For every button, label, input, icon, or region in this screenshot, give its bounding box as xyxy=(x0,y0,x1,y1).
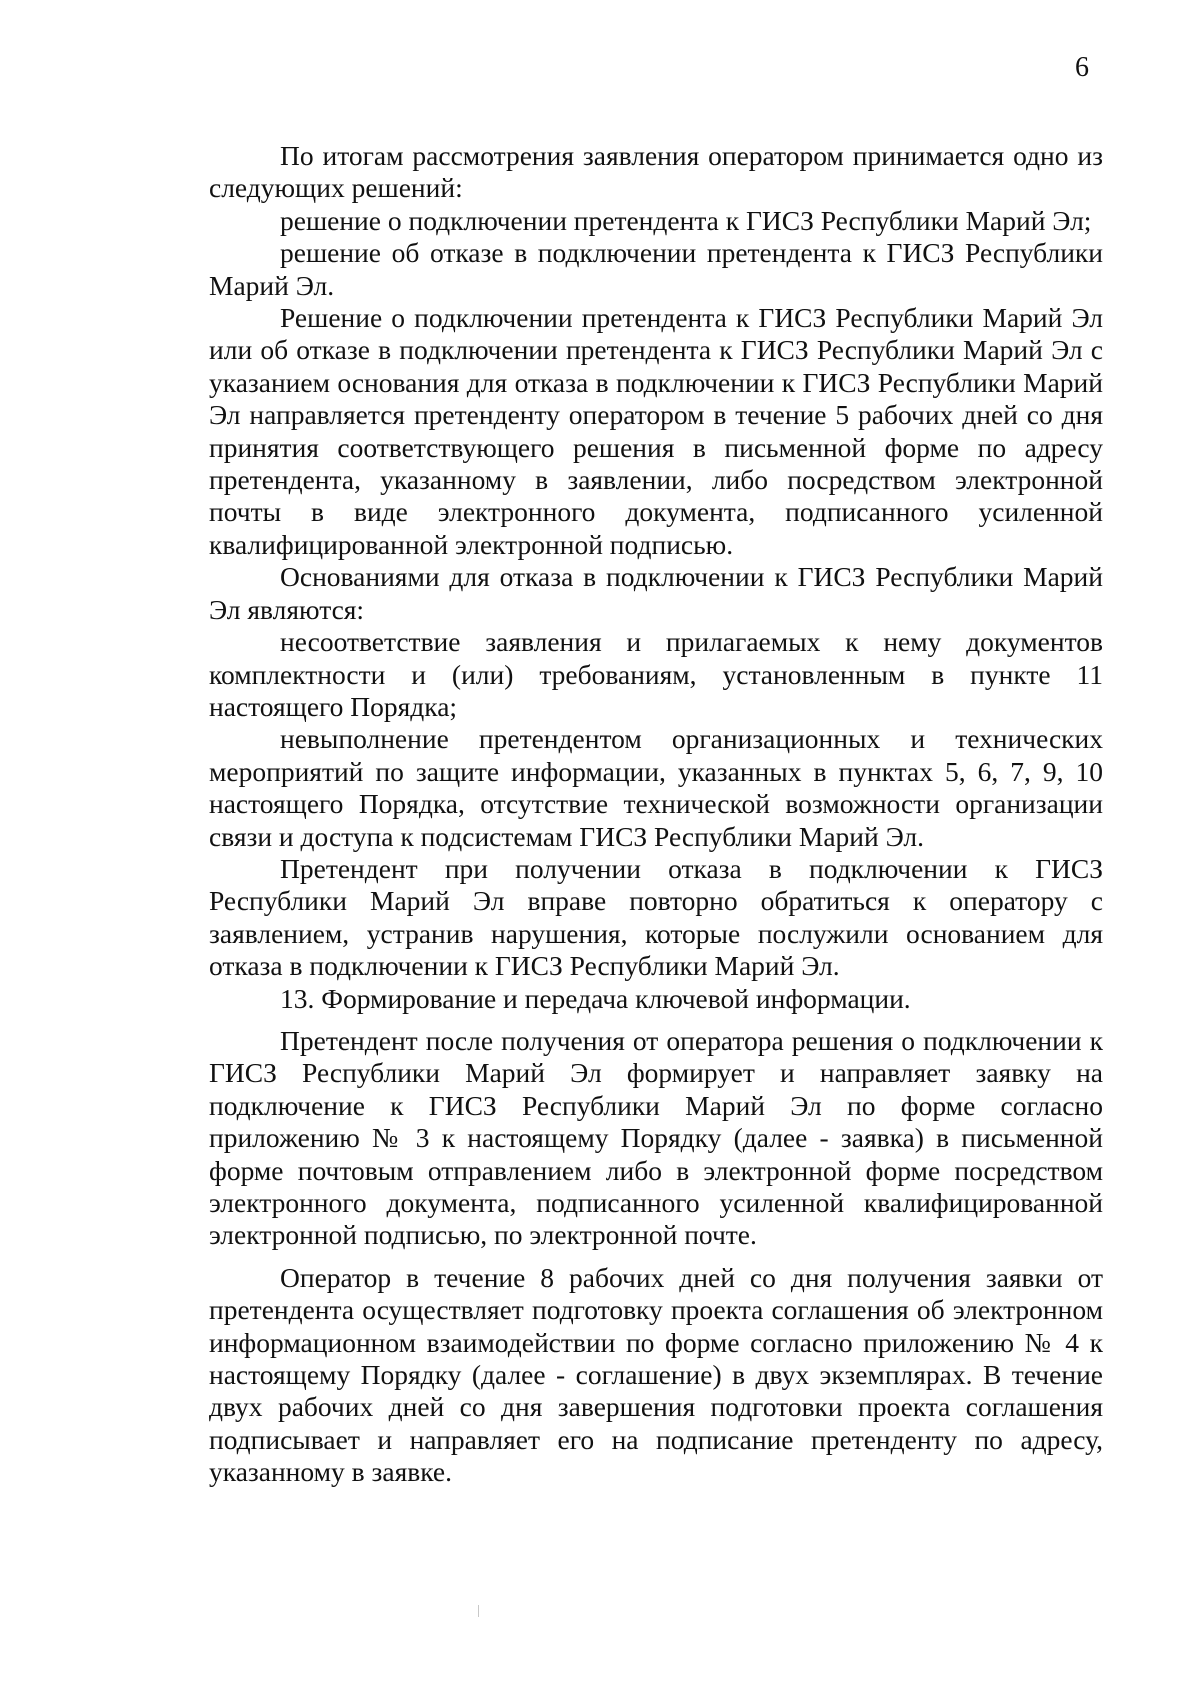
paragraph-application-submission: Претендент после получения от оператора решения о подключении к ГИСЗ Республики Марий Эл формирует и направляет заявку на подключение к ГИСЗ Республики Марий Эл по форме согласно приложению № 3 к настоящему Порядку (далее - заявка) в письменной форме почтовым отправлением либо в электронной форме посредством электронного документа, подписанного усиленной квалифицированной электронной подписью, по электронной почте. xyxy=(209,1024,1103,1251)
paragraph-refusal-grounds-intro: Основаниями для отказа в подключении к ГИСЗ Республики Марий Эл являются: xyxy=(209,561,1103,625)
paragraph-decision-intro: По итогам рассмотрения заявления оператором принимается одно из следующих решений: xyxy=(209,140,1103,204)
paragraph-refusal-ground-measures: невыполнение претендентом организационных и технических мероприятий по защите информации, указанных в пунктах 5, 6, 7, 9, 10 настоящего Порядка, отсутствие технической возможности организации связи и доступа к подсистемам ГИСЗ Республики Марий Эл. xyxy=(209,723,1103,852)
paragraph-refusal-ground-documents: несоответствие заявления и прилагаемых к нему документов комплектности и (или) требованиям, установленным в пункте 11 настоящего Порядка; xyxy=(209,626,1103,722)
document-body xyxy=(209,140,1103,1489)
paragraph-decision-connect: решение о подключении претендента к ГИСЗ Республики Марий Эл; xyxy=(280,204,1092,236)
page-number: 6 xyxy=(1075,52,1089,83)
paragraph-section-13-heading: 13. Формирование и передача ключевой информации. xyxy=(280,982,911,1014)
paragraph-decision-notification: Решение о подключении претендента к ГИСЗ Республики Марий Эл или об отказе в подключении претендента к ГИСЗ Республики Марий Эл с указанием основания для отказа в подключении к ГИСЗ Республики Марий Эл направляется претенденту оператором в течение 5 рабочих дней со дня принятия соответствующего решения в письменной форме по адресу претендента, указанному в заявлении, либо посредством электронной почты в виде электронного документа, подписанного усиленной квалифицированной электронной подписью. xyxy=(209,302,1103,560)
paragraph-agreement-preparation: Оператор в течение 8 рабочих дней со дня получения заявки от претендента осуществляет подготовку проекта соглашения об электронном информационном взаимодействии по форме согласно приложению № 4 к настоящему Порядку (далее - соглашение) в двух экземплярах. В течение двух рабочих дней со дня завершения подготовки проекта соглашения подписывает и направляет его на подписание претенденту по адресу, указанному в заявке. xyxy=(209,1261,1103,1488)
paragraph-repeat-application: Претендент при получении отказа в подключении к ГИСЗ Республики Марий Эл вправе повторно обратиться к оператору с заявлением, устранив нарушения, которые послужили основанием для отказа в подключении к ГИСЗ Республики Марий Эл. xyxy=(209,852,1103,982)
scan-artifact xyxy=(478,1605,479,1617)
paragraph-decision-refuse: решение об отказе в подключении претендента к ГИСЗ Республики Марий Эл. xyxy=(209,237,1103,301)
